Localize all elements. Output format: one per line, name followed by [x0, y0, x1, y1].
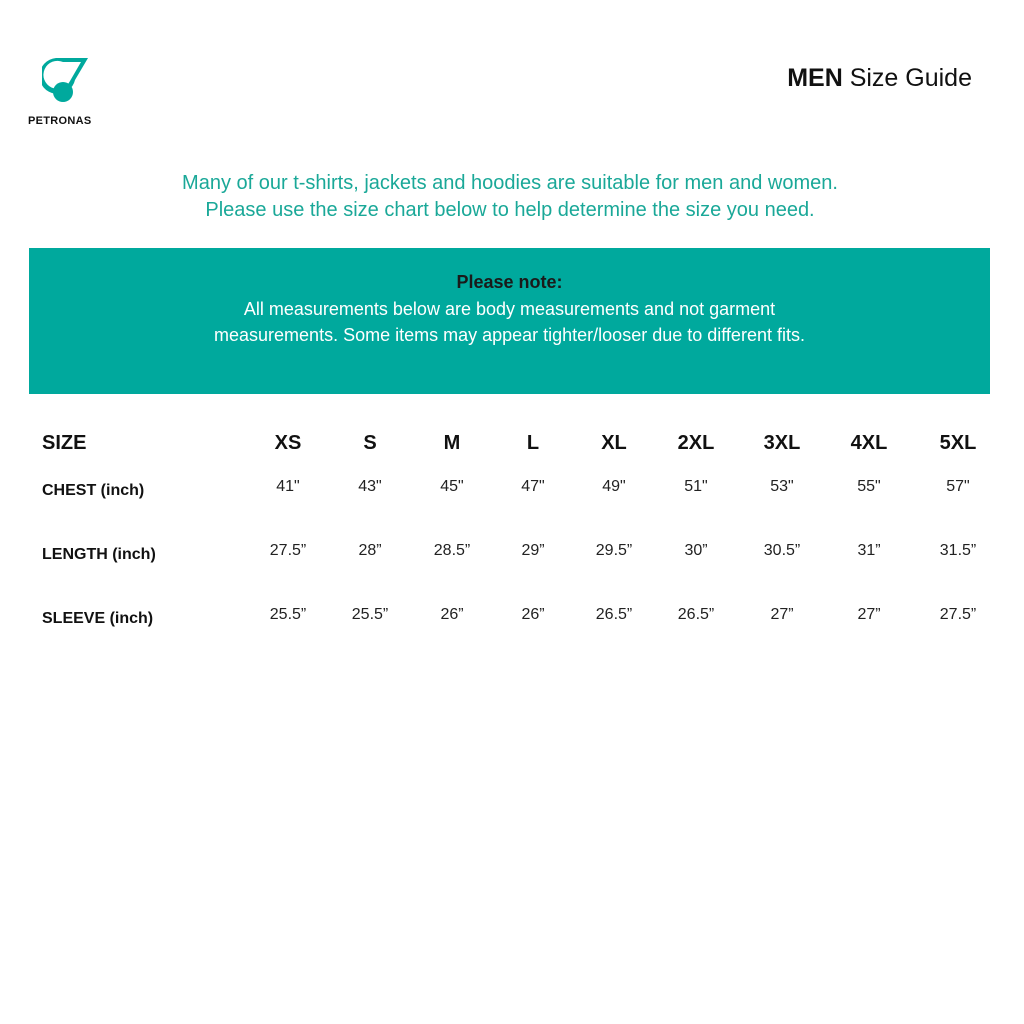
measurement-cell: 53" [770, 478, 794, 495]
measurement-cell: 47" [521, 478, 545, 495]
measurement-cell: 25.5” [351, 606, 389, 623]
size-column-header: 2XL [677, 432, 715, 454]
measurement-cell: 27” [857, 606, 881, 623]
size-column-header: XS [274, 432, 302, 454]
title-bold: MEN [787, 64, 843, 92]
note-banner [29, 248, 990, 394]
measurement-cell: 26” [521, 606, 545, 623]
measurement-cell: 27.5” [269, 542, 307, 559]
note-heading: Please note: [456, 272, 563, 292]
measurement-row-sleeve-label: SLEEVE (inch) [42, 610, 154, 627]
petronas-logo [26, 54, 102, 130]
page-title [787, 64, 972, 93]
measurement-cell: 28.5” [433, 542, 471, 559]
measurement-cell: 29” [521, 542, 545, 559]
measurement-cell: 49" [602, 478, 626, 495]
measurement-cell: 31.5” [939, 542, 977, 559]
logo-wordmark: PETRONAS [28, 115, 92, 127]
measurement-row-chest-label: CHEST (inch) [42, 482, 145, 499]
measurement-cell: 41" [276, 478, 300, 495]
measurement-row-length [0, 542, 1024, 572]
measurement-cell: 43" [358, 478, 382, 495]
measurement-cell: 26” [440, 606, 464, 623]
measurement-row-sleeve [0, 606, 1024, 636]
measurement-cell: 55" [857, 478, 881, 495]
measurement-cell: 30.5” [763, 542, 801, 559]
measurement-cell: 27” [770, 606, 794, 623]
title-rest: Size Guide [849, 64, 972, 92]
size-column-header: 3XL [763, 432, 801, 454]
measurement-cell: 51" [684, 478, 708, 495]
size-column-header: 5XL [939, 432, 977, 454]
size-column-header: M [443, 432, 461, 454]
size-header-row [0, 432, 1024, 462]
measurement-cell: 26.5” [595, 606, 633, 623]
petronas-drop-icon [42, 54, 90, 112]
measurement-cell: 57" [946, 478, 970, 495]
intro-line-1: Many of our t-shirts, jackets and hoodies are suitable for men and women. [182, 172, 838, 194]
size-header-row-label: SIZE [42, 432, 87, 454]
measurement-cell: 30” [684, 542, 708, 559]
measurement-cell: 28” [358, 542, 382, 559]
measurement-cell: 45" [440, 478, 464, 495]
measurement-cell: 27.5” [939, 606, 977, 623]
measurement-row-length-label: LENGTH (inch) [42, 546, 156, 563]
note-body: All measurements below are body measurements and not garment measurements. Some items may appear tighter/looser due to different fits. [214, 299, 805, 345]
intro-text [0, 170, 1020, 224]
measurement-cell: 31” [857, 542, 881, 559]
measurement-row-chest [0, 478, 1024, 508]
size-column-header: L [526, 432, 540, 454]
measurement-cell: 29.5” [595, 542, 633, 559]
intro-line-2: Please use the size chart below to help determine the size you need. [205, 199, 815, 221]
size-column-header: S [363, 432, 377, 454]
measurement-cell: 26.5” [677, 606, 715, 623]
size-column-header: XL [601, 432, 627, 454]
size-column-header: 4XL [850, 432, 888, 454]
measurement-cell: 25.5” [269, 606, 307, 623]
